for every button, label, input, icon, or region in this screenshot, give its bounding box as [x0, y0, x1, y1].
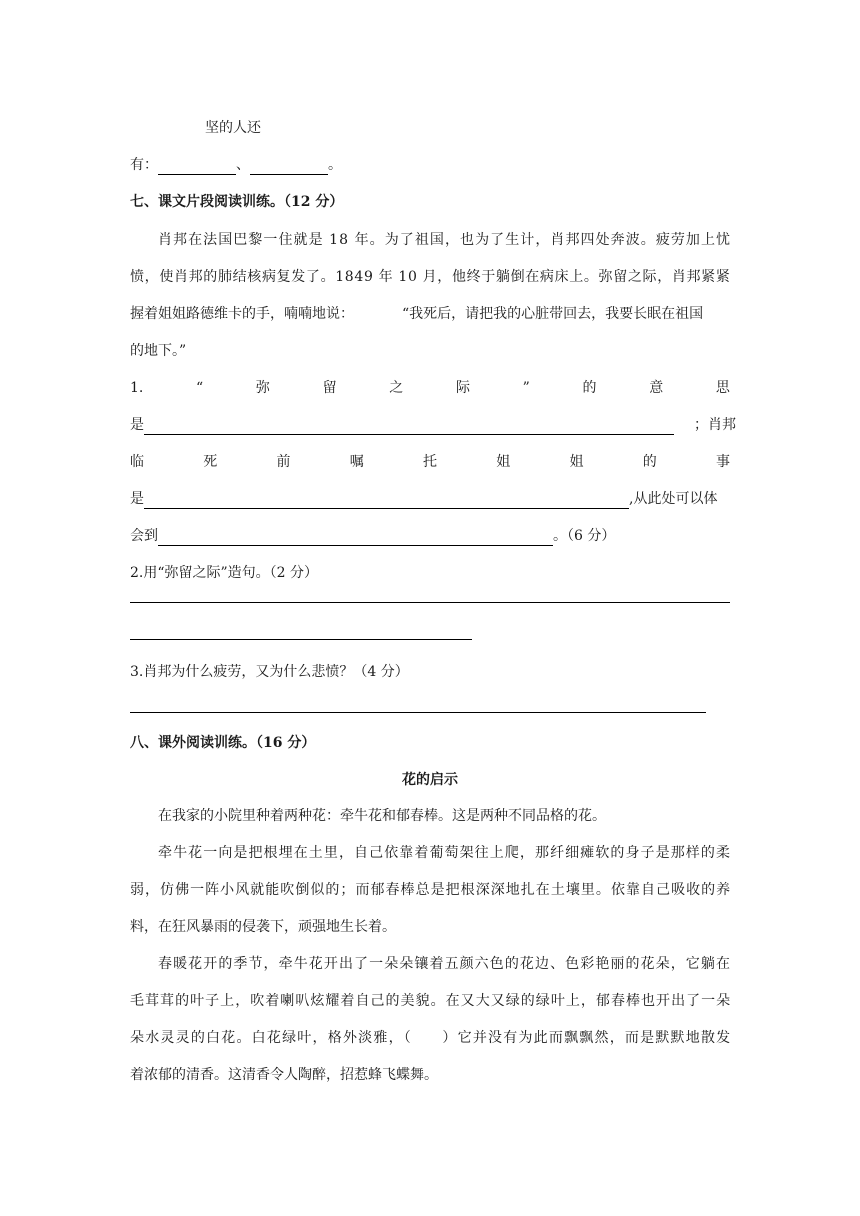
q1-char: 1. [130, 380, 144, 396]
q1-char: 前 [276, 454, 291, 470]
q1-char: 嘱 [349, 454, 364, 470]
article-paragraph-line: 牵牛花一向是把根埋在土里，自己依靠着葡萄架往上爬，那纤细瘫软的身子是那样的柔 [158, 845, 732, 861]
blank-end: 。 [328, 157, 342, 173]
article-paragraph-line: 春暖花开的季节，牵牛花开出了一朵朵镶着五颜六色的花边、色彩艳丽的花朵，它躺在 [158, 956, 732, 972]
q1-char: 托 [423, 454, 437, 470]
q2-answer-line-2[interactable] [130, 639, 472, 640]
passage-line-quote: “我死后，请把我的心脏带回去，我要长眠在祖国 [402, 306, 704, 322]
q1-prefix: 是 [130, 417, 144, 433]
q1-suffix: ,从此处可以体 [629, 491, 718, 507]
q1-char: 事 [716, 454, 730, 470]
q1-suffix: 。（6 分） [553, 528, 616, 544]
q1-char: 死 [203, 454, 218, 470]
q1-line-2 [130, 415, 736, 435]
q1-blank-realize[interactable] [158, 529, 553, 546]
continued-text: 坚的人还 [205, 120, 261, 136]
passage-line: 握着姐姐路德维卡的手，喃喃地说： [130, 306, 354, 322]
q1-blank-entrust[interactable] [144, 492, 629, 509]
q1-char: 的 [582, 380, 597, 396]
q1-char: 弥 [255, 380, 270, 396]
answer-prefix: 有： [130, 157, 158, 173]
blank-separator: 、 [236, 157, 250, 173]
q1-char: 思 [715, 380, 730, 396]
passage-line: 的地下。” [130, 343, 187, 359]
q1-char: 留 [322, 380, 337, 396]
q1-suffix: ；肖邦 [694, 417, 736, 433]
blank-1[interactable] [158, 158, 236, 175]
q1-char: “ [196, 380, 204, 396]
q1-char: 意 [649, 380, 664, 396]
section-8-heading: 八、课外阅读训练。（16 分） [130, 735, 316, 751]
q1-char: ” [522, 380, 530, 396]
q1-char: 姐 [496, 454, 511, 470]
article-paragraph-line: 朵水灵灵的白花。白花绿叶，格外淡雅，（ ）它并没有为此而飘飘然，而是默默地散发 [130, 1030, 732, 1046]
article-paragraph-line: 毛茸茸的叶子上，吹着喇叭炫耀着自己的美貌。在又大又绿的绿叶上，郁春棒也开出了一朵 [130, 993, 732, 1009]
blank-2[interactable] [250, 158, 328, 175]
q2-prompt: 2.用“弥留之际”造句。（2 分） [130, 565, 319, 581]
q1-line-3 [130, 452, 730, 472]
q2-answer-line-1[interactable] [130, 602, 730, 603]
passage-line: 愤，使肖邦的肺结核病复发了。1849 年 10 月，他终于躺倒在病床上。弥留之际，肖邦紧紧 [130, 269, 731, 285]
q1-char: 之 [389, 380, 404, 396]
q1-char: 际 [455, 380, 470, 396]
q1-blank-meaning[interactable] [144, 418, 674, 435]
answer-line-row [130, 155, 342, 175]
q1-line-5 [130, 526, 615, 546]
article-paragraph-line: 料，在狂风暴雨的侵袭下，顽强地生长着。 [130, 919, 396, 935]
q3-answer-line[interactable] [130, 712, 706, 713]
q1-line-1 [130, 378, 730, 398]
q1-char: 的 [642, 454, 657, 470]
article-title: 花的启示 [402, 772, 458, 788]
q1-char: 姐 [569, 454, 584, 470]
q3-prompt: 3.肖邦为什么疲劳，又为什么悲愤？（4 分） [130, 664, 409, 680]
q1-line-4 [130, 489, 717, 509]
q1-char: 临 [130, 454, 144, 470]
q1-prefix: 会到 [130, 528, 158, 544]
article-paragraph-line: 弱，仿佛一阵小风就能吹倒似的；而郁春棒总是把根深深地扎在土壤里。依靠自己吸收的养 [130, 882, 732, 898]
section-7-heading: 七、课文片段阅读训练。（12 分） [130, 194, 344, 210]
article-paragraph-line: 着浓郁的清香。这清香令人陶醉，招惹蜂飞蝶舞。 [130, 1067, 438, 1083]
article-paragraph-line: 在我家的小院里种着两种花：牵牛花和郁春棒。这是两种不同品格的花。 [158, 808, 606, 824]
q1-prefix: 是 [130, 491, 144, 507]
passage-line: 肖邦在法国巴黎一住就是 18 年。为了祖国，也为了生计，肖邦四处奔波。疲劳加上忧 [158, 232, 732, 248]
